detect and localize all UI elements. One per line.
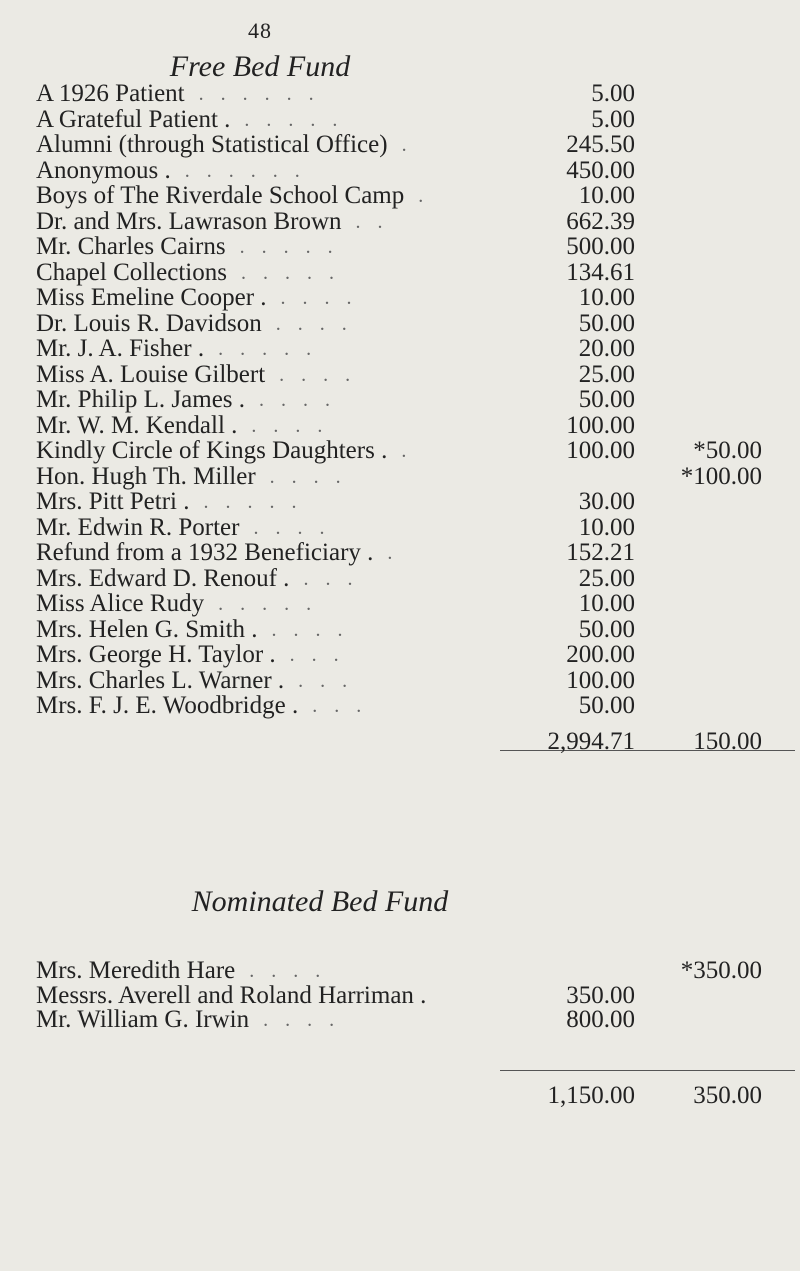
donor-name: Mrs. George H. Taylor .: [36, 641, 276, 668]
leader-dots: . . . .: [271, 618, 349, 641]
leader-dots: . . . . .: [218, 338, 318, 360]
donor-name: Mr. W. M. Kendall .: [36, 411, 238, 439]
leader-dots: . . . .: [280, 287, 358, 309]
donation-amount: 245.50: [566, 131, 635, 158]
donor-name: Refund from a 1932 Beneficiary .: [36, 539, 374, 566]
ledger-row: [36, 386, 776, 414]
donation-amount: 10.00: [578, 182, 635, 209]
ledger-row: [36, 361, 776, 389]
leader-dots: . . . .: [275, 312, 353, 335]
donor-name: Anonymous .: [36, 156, 171, 184]
donation-amount: 5.00: [591, 105, 635, 133]
donor-name: Kindly Circle of Kings Daughters .: [36, 437, 388, 464]
donor-name: Miss Emeline Cooper .: [36, 284, 267, 311]
donation-amount: 20.00: [578, 335, 635, 362]
leader-dots: . . .: [289, 644, 345, 666]
leader-dots: . . . . . .: [198, 83, 320, 105]
donor-name: A Grateful Patient .: [36, 105, 231, 133]
leader-dots: .: [401, 440, 413, 462]
donation-extra-amount: *100.00: [680, 462, 762, 490]
leader-dots: . . . . .: [218, 593, 318, 615]
free-bed-fund-total: [36, 728, 776, 756]
donation-amount: 500.00: [566, 233, 635, 260]
donor-name: Boys of The Riverdale School Camp: [36, 182, 405, 209]
donation-amount: 25.00: [578, 360, 635, 388]
nominated-bed-fund-total-rule: [500, 1070, 795, 1071]
donation-amount: 50.00: [578, 692, 635, 719]
donation-amount: 100.00: [566, 437, 635, 464]
ledger-row: [36, 590, 776, 618]
donation-amount: 350.00: [566, 981, 635, 1009]
ledger-row: [36, 641, 776, 669]
nominated-bed-fund-total: [36, 1082, 776, 1110]
ledger-row: [36, 131, 776, 159]
donation-amount: 134.61: [566, 258, 635, 286]
donation-amount: 5.00: [591, 80, 635, 107]
leader-dots: . . . . .: [203, 491, 303, 513]
ledger-row: [36, 208, 776, 236]
free-bed-fund-total-extra: 150.00: [693, 728, 762, 755]
donor-name: Alumni (through Statistical Office): [36, 131, 388, 158]
donation-amount: 10.00: [578, 590, 635, 617]
ledger-row: [36, 463, 776, 491]
ledger-row: [36, 514, 776, 542]
donation-extra-amount: *350.00: [680, 957, 762, 984]
donation-amount: 50.00: [578, 615, 635, 643]
ledger-row: [36, 233, 776, 261]
ledger-row: [36, 692, 776, 720]
leader-dots: . . . . . .: [184, 159, 306, 182]
donor-name: Mr. Charles Cairns: [36, 233, 226, 260]
leader-dots: .: [401, 134, 413, 156]
leader-dots: . . . .: [251, 414, 329, 437]
donor-name: Dr. Louis R. Davidson: [36, 309, 262, 337]
donor-name: Mrs. Pitt Petri .: [36, 488, 190, 515]
donor-name: Mr. Philip L. James .: [36, 386, 246, 413]
ledger-row: [36, 182, 776, 210]
leader-dots: . . . .: [263, 1009, 341, 1031]
leader-dots: . . . .: [269, 465, 347, 488]
leader-dots: . . . .: [259, 389, 337, 411]
donation-amount: 800.00: [566, 1006, 635, 1033]
donor-name: Chapel Collections: [36, 258, 227, 286]
donation-amount: 10.00: [578, 513, 635, 541]
ledger-row: [36, 437, 776, 465]
donor-name: Hon. Hugh Th. Miller: [36, 462, 256, 490]
free-bed-fund-total-amount: 2,994.71: [547, 728, 635, 755]
donation-amount: 50.00: [578, 309, 635, 337]
ledger-row: [36, 539, 776, 567]
ledger-row: [36, 157, 776, 185]
leader-dots: . . . .: [249, 960, 327, 982]
donor-name: Miss A. Louise Gilbert: [36, 360, 266, 388]
leader-dots: . .: [355, 210, 389, 233]
leader-dots: . . . . .: [244, 108, 344, 131]
leader-dots: . . . .: [279, 363, 357, 386]
leader-dots: . . .: [303, 567, 359, 590]
ledger-row: [36, 80, 776, 108]
donor-name: Mrs. Edward D. Renouf .: [36, 564, 290, 592]
nominated-bed-fund-total-amount: 1,150.00: [547, 1082, 635, 1109]
donor-name: Messrs. Averell and Roland Harriman .: [36, 981, 427, 1009]
donation-amount: 30.00: [578, 488, 635, 515]
donor-name: Mrs. Helen G. Smith .: [36, 615, 258, 643]
ledger-row: [36, 335, 776, 363]
ledger-row: [36, 565, 776, 593]
donation-amount: 100.00: [566, 411, 635, 439]
donor-name: Mrs. F. J. E. Woodbridge .: [36, 692, 299, 719]
ledger-row: [36, 412, 776, 440]
ledger-row: [36, 667, 776, 695]
donation-amount: 50.00: [578, 386, 635, 413]
ledger-row: [36, 284, 776, 312]
ledger-row: [36, 259, 776, 287]
ledger-row: [36, 106, 776, 134]
leader-dots: . . . . .: [240, 261, 340, 284]
donation-amount: 662.39: [566, 207, 635, 235]
donor-name: A 1926 Patient: [36, 80, 185, 107]
free-bed-fund-title: Free Bed Fund: [169, 50, 351, 83]
donor-name: Mr. J. A. Fisher .: [36, 335, 205, 362]
ledger-row: [36, 1006, 776, 1034]
page-number: 48: [248, 18, 272, 43]
leader-dots: . . .: [312, 695, 368, 717]
ledger-row: [36, 616, 776, 644]
donation-amount: 152.21: [566, 539, 635, 566]
donor-name: Mrs. Charles L. Warner .: [36, 666, 285, 694]
ledger-row: [36, 310, 776, 338]
ledger-row: [36, 488, 776, 516]
donation-extra-amount: *50.00: [693, 437, 762, 464]
donation-amount: 200.00: [566, 641, 635, 668]
leader-dots: .: [418, 185, 430, 207]
donation-amount: 450.00: [566, 156, 635, 184]
donation-amount: 10.00: [578, 284, 635, 311]
donation-amount: 25.00: [578, 564, 635, 592]
leader-dots: . . . .: [253, 516, 331, 539]
donor-name: Mr. Edwin R. Porter: [36, 513, 240, 541]
donor-name: Miss Alice Rudy: [36, 590, 205, 617]
nominated-bed-fund-total-extra: 350.00: [693, 1082, 762, 1109]
leader-dots: . . . . .: [239, 236, 339, 258]
donor-name: Mr. William G. Irwin: [36, 1006, 250, 1033]
donation-amount: 100.00: [566, 666, 635, 694]
leader-dots: .: [387, 542, 399, 564]
donor-name: Dr. and Mrs. Lawrason Brown: [36, 207, 342, 235]
nominated-bed-fund-title: Nominated Bed Fund: [191, 885, 449, 918]
leader-dots: . . .: [298, 669, 354, 692]
donor-name: Mrs. Meredith Hare: [36, 957, 236, 984]
